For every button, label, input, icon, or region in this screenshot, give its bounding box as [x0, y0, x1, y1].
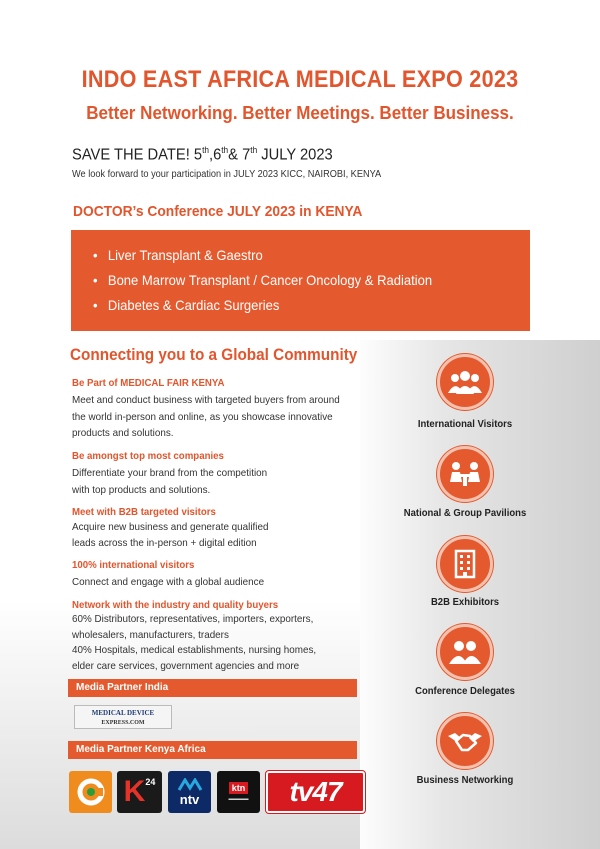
feature-line: Connect and engage with a global audience	[72, 576, 265, 588]
media-partner-india-bar: Media Partner India	[68, 679, 357, 697]
feature-international-visitors	[72, 559, 362, 591]
participation-text: We look forward to your participation in JULY 2023 KICC, NAIROBI, KENYA	[72, 169, 382, 180]
feature-line: wholesalers, manufacturers, traders	[72, 628, 229, 641]
conference-topic: • Liver Transplant & Gaestro	[93, 247, 263, 263]
page-title: INDO EAST AFRICA MEDICAL EXPO 2023	[81, 66, 519, 93]
media-partner-kenya-bar: Media Partner Kenya Africa	[68, 741, 357, 759]
citizen-c-logo	[69, 771, 112, 813]
conference-topic: • Bone Marrow Transplant / Cancer Oncology & Radiation	[93, 272, 433, 288]
feature-line: 60% Distributors, representatives, importers, exporters,	[72, 613, 314, 625]
tv47-logo: tv47	[266, 771, 365, 813]
feature-heading: 100% international visitors	[72, 559, 195, 571]
feature-line: products and solutions.	[72, 427, 174, 439]
feature-line: leads across the in-person + digital edition	[72, 537, 257, 549]
community-heading: Connecting you to a Global Community	[70, 345, 358, 364]
feature-network	[72, 599, 362, 674]
feature-b2b-visitors	[72, 506, 362, 551]
feature-line: Acquire new business and generate qualified	[72, 521, 269, 533]
group-people-icon	[437, 354, 493, 410]
handshake-icon	[437, 713, 493, 769]
delegates-icon	[437, 624, 493, 680]
highlight-label: Business Networking	[416, 775, 514, 786]
feature-top-companies	[72, 450, 362, 498]
ntv-logo: ntv	[168, 771, 211, 813]
medical-device-express-logo: MEDICAL DEVICE EXPRESS.COM	[74, 705, 172, 729]
highlight-label: Conference Delegates	[415, 686, 515, 697]
conference-title: DOCTOR’s Conference JULY 2023 in KENYA	[73, 203, 363, 220]
tagline: Better Networking. Better Meetings. Better Business.	[86, 102, 514, 123]
k24-logo: K 24	[117, 771, 162, 813]
feature-line: elder care services, government agencies and more	[72, 659, 300, 672]
feature-line: 40% Hospitals, medical establishments, nursing homes,	[72, 644, 317, 656]
feature-medical-fair	[72, 377, 362, 442]
conference-topic: • Diabetes & Cardiac Surgeries	[93, 297, 280, 313]
feature-heading: Be Part of MEDICAL FAIR KENYA	[72, 377, 225, 389]
feature-line: Meet and conduct business with targeted buyers from around	[72, 394, 340, 406]
save-the-date: SAVE THE DATE! 5th,6th& 7th JULY 2023	[72, 145, 333, 164]
building-icon	[437, 536, 493, 592]
highlight-label: National & Group Pavilions	[403, 508, 527, 519]
ktn-logo: ktn ▬▬▬▬	[217, 771, 260, 813]
feature-line: Differentiate your brand from the competition	[72, 467, 268, 479]
background-gradient-right	[360, 340, 600, 849]
meeting-table-icon	[437, 446, 493, 502]
feature-line: with top products and solutions.	[72, 483, 211, 496]
feature-line: the world in-person and online, as you showcase innovative	[72, 410, 333, 423]
highlight-label: B2B Exhibitors	[430, 597, 500, 608]
feature-heading: Be amongst top most companies	[72, 450, 224, 462]
conference-topics-box	[71, 230, 530, 331]
feature-heading: Network with the industry and quality buyers	[72, 599, 279, 611]
highlight-label: International Visitors	[417, 419, 513, 430]
feature-heading: Meet with B2B targeted visitors	[72, 506, 216, 518]
